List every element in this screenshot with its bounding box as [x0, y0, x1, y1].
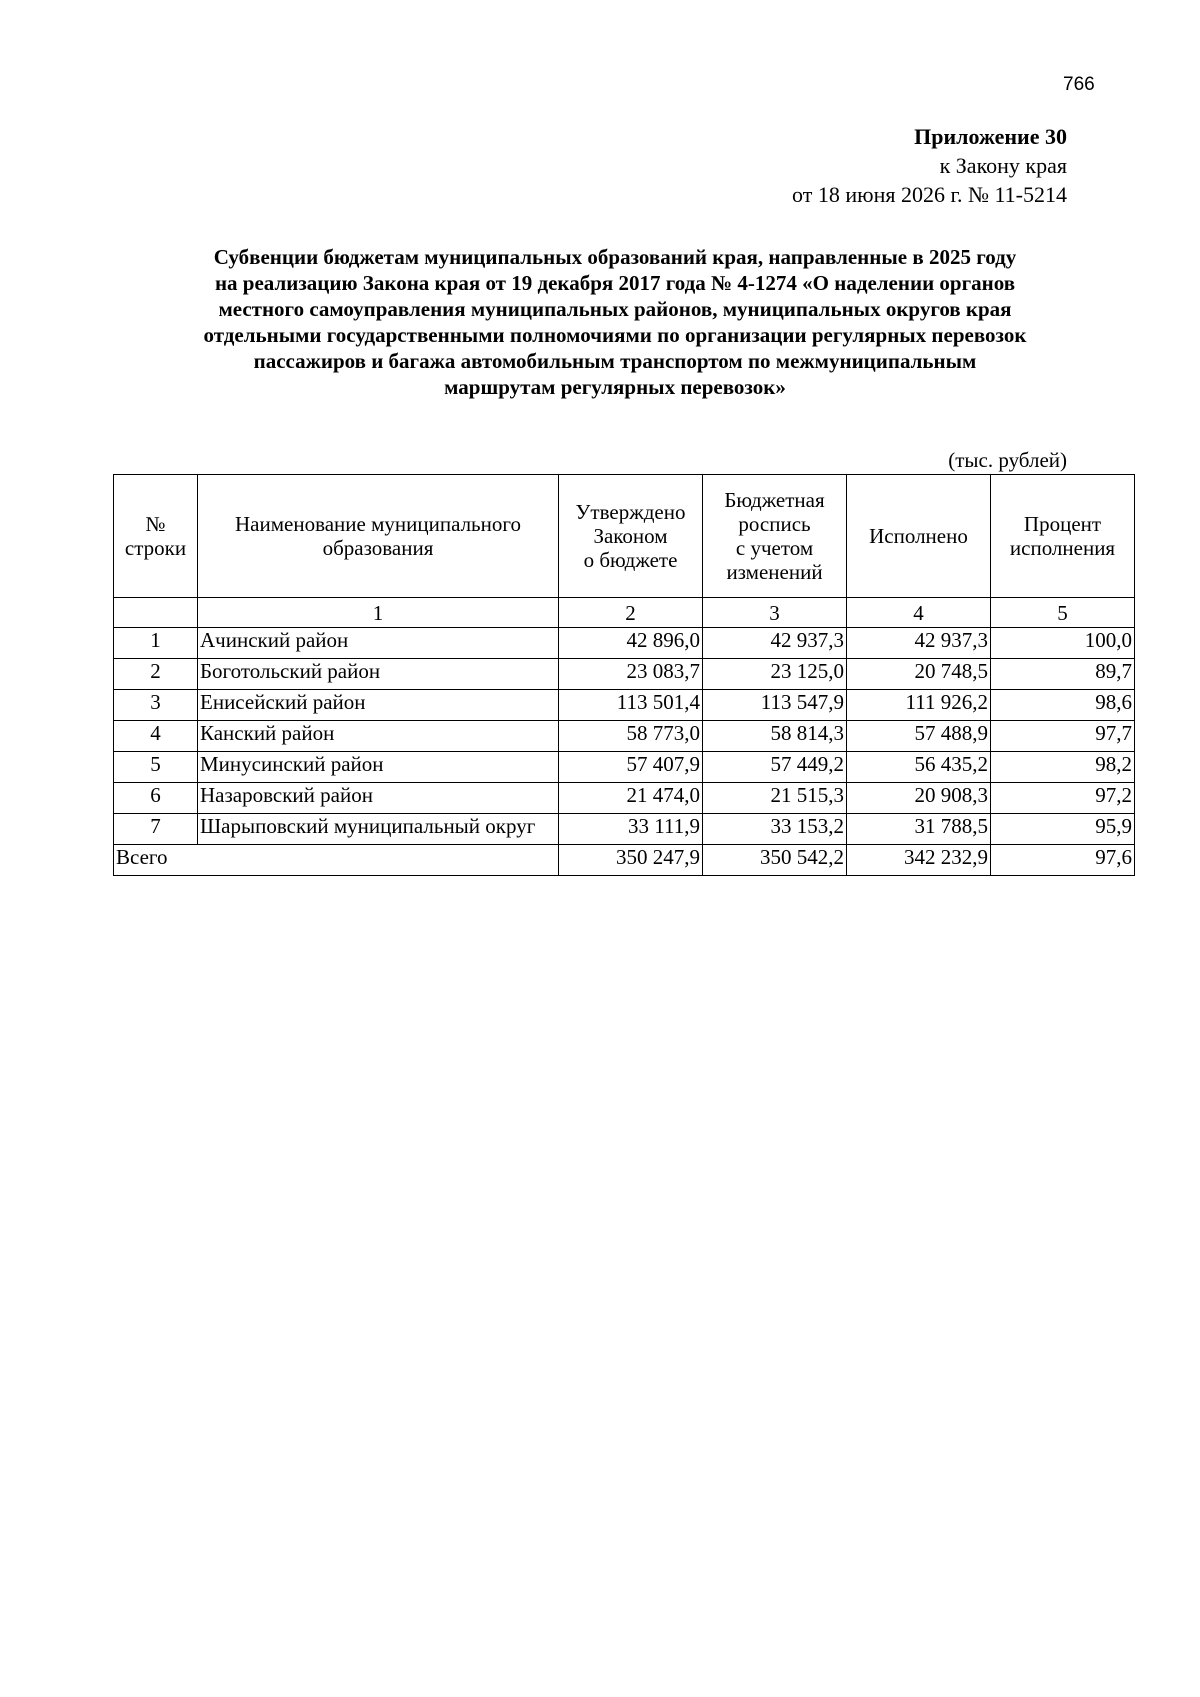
header-row	[114, 475, 1135, 598]
header-row-number: № строки	[114, 475, 198, 598]
approved-value: 42 896,0	[559, 628, 703, 659]
appendix-block	[792, 122, 1067, 209]
table-row	[114, 814, 1135, 845]
municipality-name: Енисейский район	[198, 690, 559, 721]
header-executed: Исполнено	[847, 475, 991, 598]
row-number: 5	[114, 752, 198, 783]
title-line: маршрутам регулярных перевозок»	[444, 375, 786, 399]
page-number: 766	[1063, 74, 1095, 95]
executed-value: 56 435,2	[847, 752, 991, 783]
column-number: 4	[847, 598, 991, 628]
percent-value: 97,2	[991, 783, 1135, 814]
table-row	[114, 628, 1135, 659]
title-line: на реализацию Закона края от 19 декабря 2017 года № 4-1274 «О наделении органов	[214, 271, 1016, 295]
approved-value: 33 111,9	[559, 814, 703, 845]
executed-value: 20 908,3	[847, 783, 991, 814]
column-number	[114, 598, 198, 628]
percent-value: 100,0	[991, 628, 1135, 659]
percent-value: 97,7	[991, 721, 1135, 752]
column-number: 3	[703, 598, 847, 628]
budget-value: 57 449,2	[703, 752, 847, 783]
executed-value: 31 788,5	[847, 814, 991, 845]
row-number: 1	[114, 628, 198, 659]
total-executed: 342 232,9	[847, 845, 991, 876]
approved-value: 58 773,0	[559, 721, 703, 752]
title-line: Субвенции бюджетам муниципальных образований края, направленные в 2025 году	[213, 245, 1017, 269]
budget-value: 23 125,0	[703, 659, 847, 690]
budget-value: 21 515,3	[703, 783, 847, 814]
percent-value: 98,6	[991, 690, 1135, 721]
title-line: местного самоуправления муниципальных районов, муниципальных округов края	[218, 297, 1012, 321]
executed-value: 111 926,2	[847, 690, 991, 721]
budget-value: 42 937,3	[703, 628, 847, 659]
budget-value: 33 153,2	[703, 814, 847, 845]
appendix-law-ref: к Закону края	[939, 153, 1067, 178]
table-row	[114, 659, 1135, 690]
municipality-name: Ачинский район	[198, 628, 559, 659]
document-title	[115, 244, 1115, 400]
municipality-name: Канский район	[198, 721, 559, 752]
total-budget: 350 542,2	[703, 845, 847, 876]
total-percent: 97,6	[991, 845, 1135, 876]
executed-value: 42 937,3	[847, 628, 991, 659]
header-budget-schedule: Бюджетная роспись с учетом изменений	[703, 475, 847, 598]
approved-value: 57 407,9	[559, 752, 703, 783]
title-line: отдельными государственными полномочиями по организации регулярных перевозок	[203, 323, 1027, 347]
municipality-name: Шарыповский муниципальный округ	[198, 814, 559, 845]
row-number: 3	[114, 690, 198, 721]
percent-value: 95,9	[991, 814, 1135, 845]
header-percent: Процент исполнения	[991, 475, 1135, 598]
table-row	[114, 783, 1135, 814]
row-number: 2	[114, 659, 198, 690]
approved-value: 113 501,4	[559, 690, 703, 721]
total-row	[114, 845, 1135, 876]
appendix-law-date: от 18 июня 2026 г. № 11-5214	[792, 182, 1067, 207]
row-number: 4	[114, 721, 198, 752]
table-row	[114, 752, 1135, 783]
municipality-name: Назаровский район	[198, 783, 559, 814]
approved-value: 21 474,0	[559, 783, 703, 814]
appendix-title: Приложение 30	[914, 124, 1067, 149]
executed-value: 20 748,5	[847, 659, 991, 690]
row-number: 6	[114, 783, 198, 814]
column-number: 1	[198, 598, 559, 628]
percent-value: 89,7	[991, 659, 1135, 690]
header-municipality-name: Наименование муниципального образования	[198, 475, 559, 598]
title-line: пассажиров и багажа автомобильным транспортом по межмуниципальным	[253, 349, 977, 373]
row-number: 7	[114, 814, 198, 845]
total-approved: 350 247,9	[559, 845, 703, 876]
municipality-name: Боготольский район	[198, 659, 559, 690]
total-label: Всего	[114, 845, 559, 876]
percent-value: 98,2	[991, 752, 1135, 783]
table-row	[114, 690, 1135, 721]
column-number-row	[114, 598, 1135, 628]
approved-value: 23 083,7	[559, 659, 703, 690]
column-number: 5	[991, 598, 1135, 628]
subvention-table	[113, 474, 1135, 876]
budget-value: 58 814,3	[703, 721, 847, 752]
table-row	[114, 721, 1135, 752]
budget-value: 113 547,9	[703, 690, 847, 721]
header-approved: Утверждено Законом о бюджете	[559, 475, 703, 598]
executed-value: 57 488,9	[847, 721, 991, 752]
municipality-name: Минусинский район	[198, 752, 559, 783]
column-number: 2	[559, 598, 703, 628]
units-label: (тыс. рублей)	[948, 448, 1067, 472]
